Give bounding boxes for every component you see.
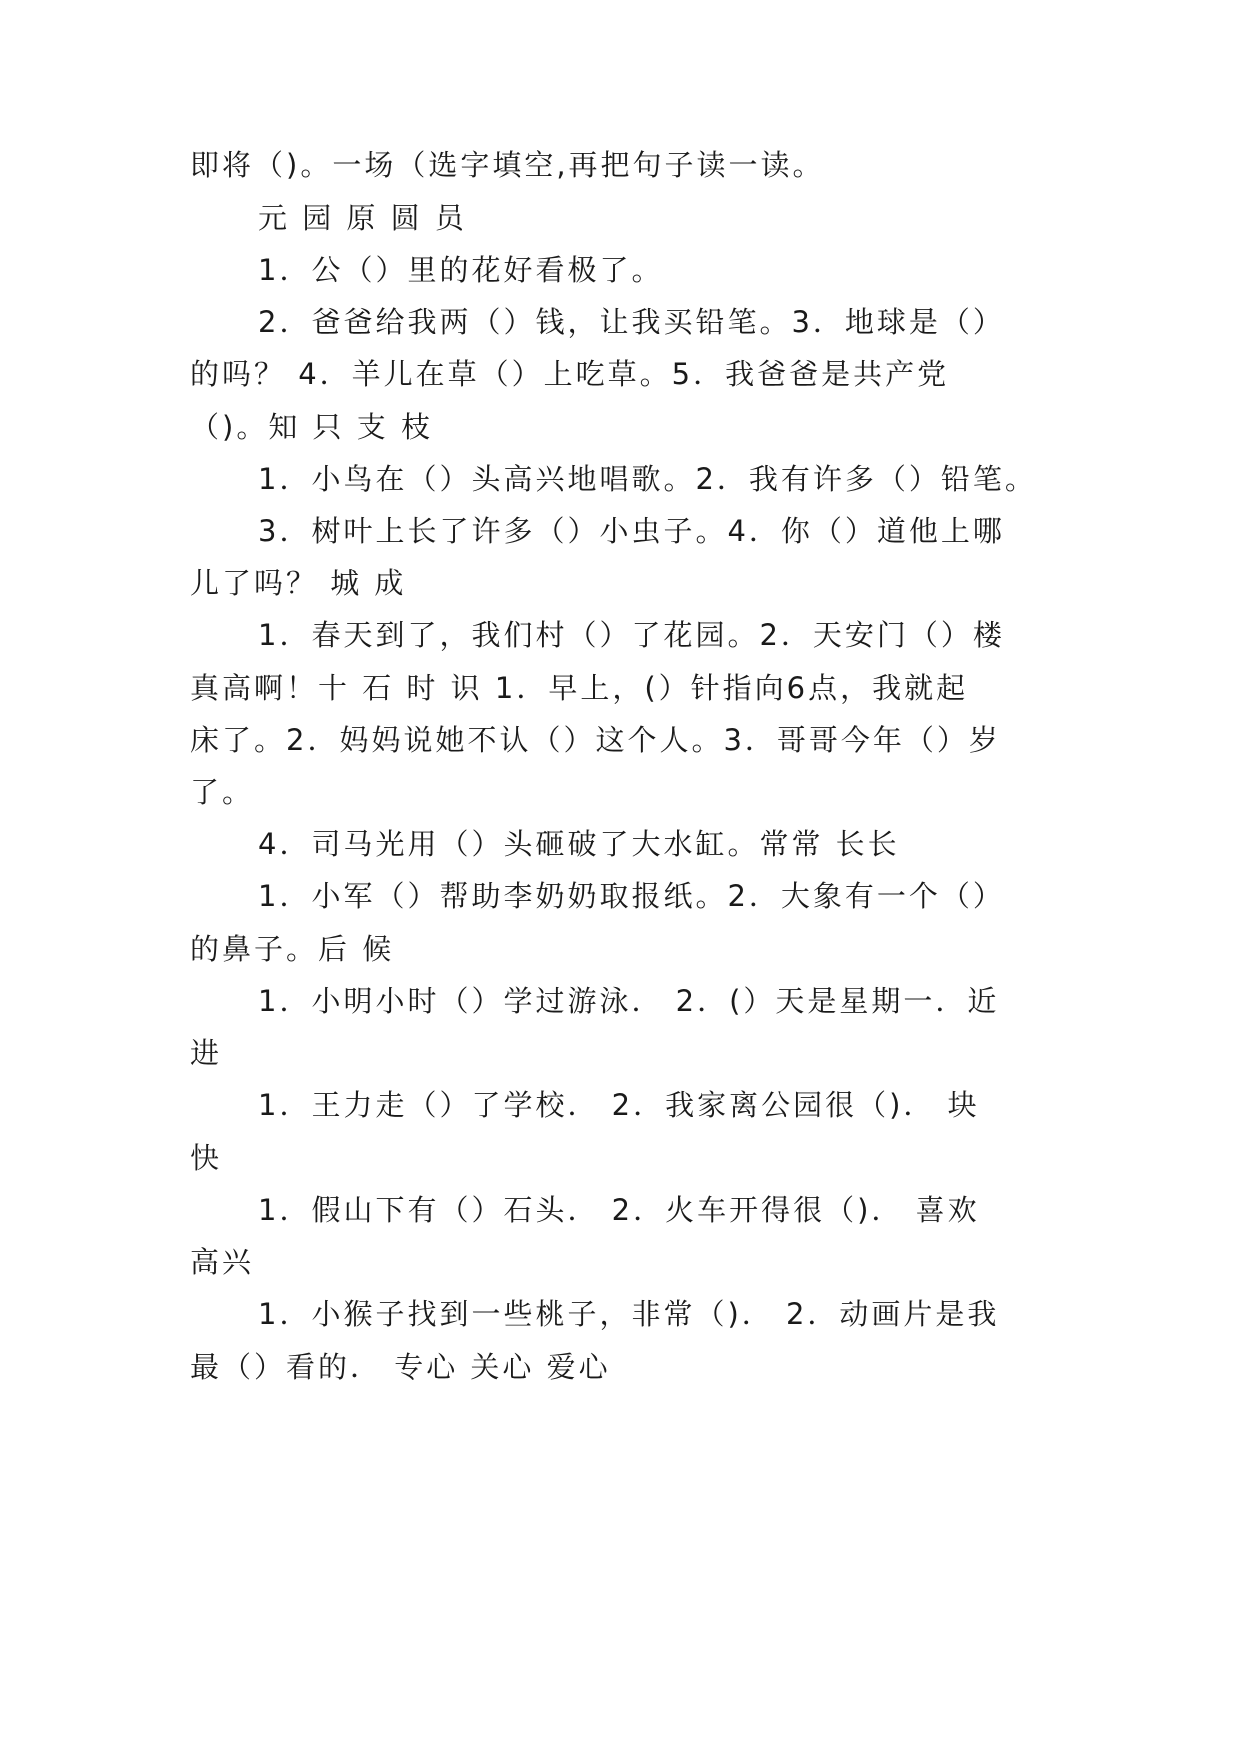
- text-line: 高兴: [190, 1245, 255, 1279]
- text-line: 儿了吗？ 城 成: [190, 566, 407, 600]
- text-line: 1．小军（）帮助李奶奶取报纸。2．大象有一个（）: [258, 879, 1005, 913]
- text-line: 进: [190, 1036, 223, 1070]
- text-line: 1．小猴子找到一些桃子，非常（)． 2．动画片是我: [258, 1297, 1000, 1331]
- text-line: 真高啊！十 石 时 识 1．早上，(）针指向6点，我就起: [190, 671, 969, 705]
- text-line: 元 园 原 圆 员: [258, 201, 467, 235]
- text-line: 了。: [190, 775, 255, 809]
- text-line: 2．爸爸给我两（）钱，让我买铅笔。3．地球是（）: [258, 305, 1005, 339]
- text-line: 1．王力走（）了学校． 2．我家离公园很（)． 块: [258, 1088, 980, 1122]
- text-line: 1．假山下有（）石头． 2．火车开得很（)． 喜欢: [258, 1193, 980, 1227]
- text-line: 即将（)。一场（选字填空,再把句子读一读。: [190, 148, 825, 182]
- text-line: 1．春天到了，我们村（）了花园。2．天安门（）楼: [258, 618, 1005, 652]
- text-line: 3．树叶上长了许多（）小虫子。4．你（）道他上哪: [258, 514, 1005, 548]
- text-line: 1．小明小时（）学过游泳． 2．(）天是星期一．近: [258, 984, 1000, 1018]
- text-line: 的鼻子。后 候: [190, 932, 395, 966]
- text-line: 1．小鸟在（）头高兴地唱歌。2．我有许多（）铅笔。: [258, 462, 1037, 496]
- text-line: （)。知 只 支 枝: [190, 410, 433, 444]
- text-line: 1．公（）里的花好看极了。: [258, 253, 664, 287]
- text-line: 床了。2．妈妈说她不认（）这个人。3．哥哥今年（）岁: [190, 723, 1001, 757]
- text-line: 的吗？ 4．羊儿在草（）上吃草。5．我爸爸是共产党: [190, 357, 950, 391]
- text-line: 最（）看的． 专心 关心 爱心: [190, 1350, 611, 1384]
- text-line: 快: [190, 1141, 223, 1175]
- text-line: 4．司马光用（）头砸破了大水缸。常常 长长: [258, 827, 900, 861]
